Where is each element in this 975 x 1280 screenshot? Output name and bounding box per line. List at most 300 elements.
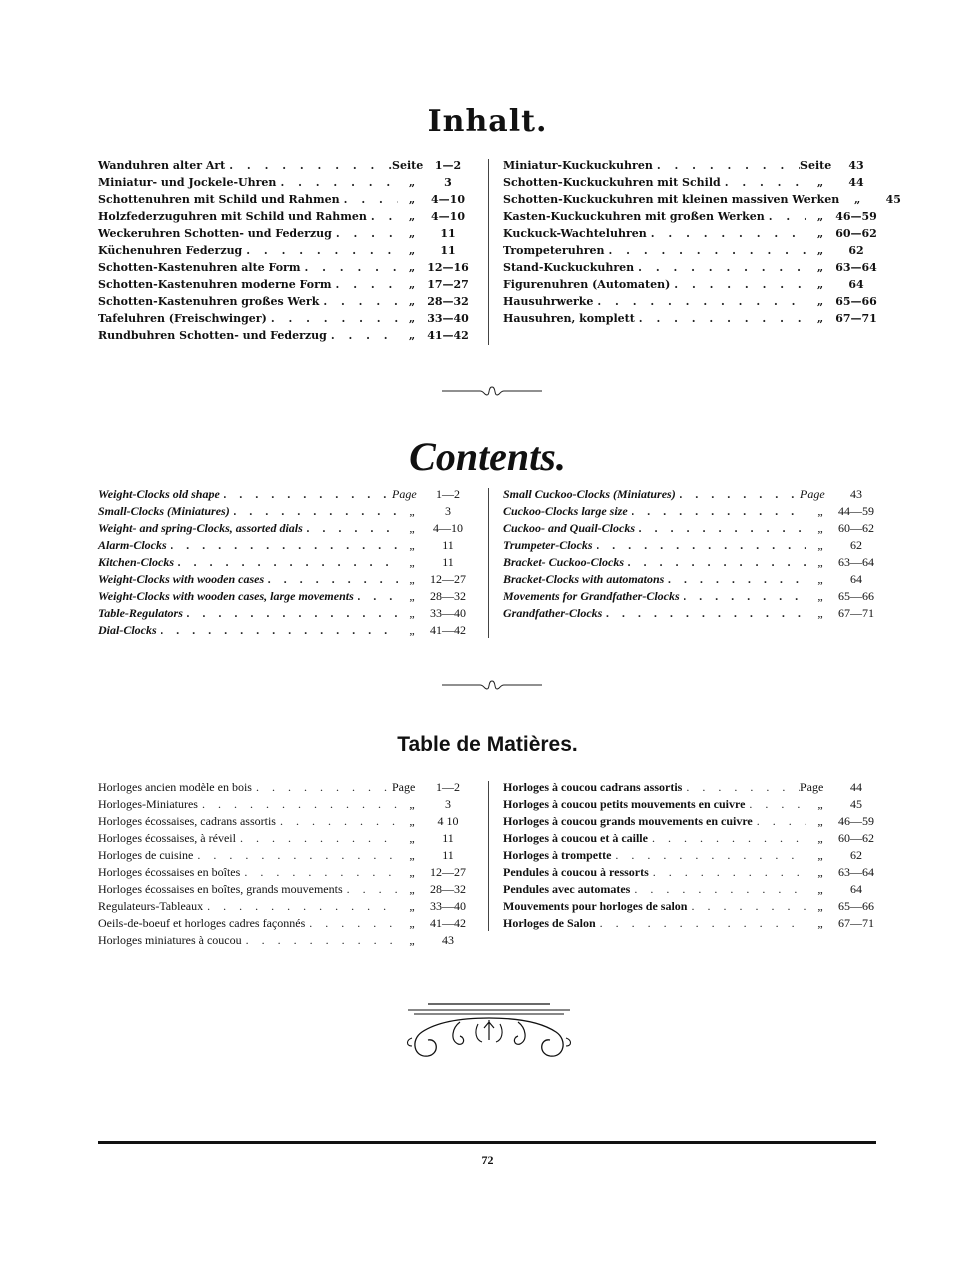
english-contents-left-column	[98, 486, 470, 639]
page-prefix: „	[409, 572, 415, 586]
leader-dots	[187, 605, 398, 622]
toc-entry	[98, 915, 470, 932]
toc-entry-label: Hausuhrwerke	[503, 295, 594, 308]
page-range: 60—62	[835, 227, 877, 240]
toc-entry	[98, 503, 470, 520]
toc-entry	[98, 622, 470, 639]
toc-entry	[503, 847, 878, 864]
toc-entry	[98, 486, 470, 503]
page-prefix: „	[409, 623, 415, 637]
leader-dots	[674, 276, 806, 293]
page-prefix: „	[408, 261, 416, 274]
toc-entry	[98, 208, 470, 225]
page-prefix: „	[408, 278, 416, 291]
toc-entry-label: Küchenuhren Federzug	[98, 244, 243, 257]
page-prefix: „	[817, 504, 823, 518]
page-prefix: „	[409, 882, 415, 896]
page-prefix: „	[817, 521, 823, 535]
german-contents-left-column	[98, 157, 470, 344]
toc-entry-label: Horloges écossaises, à réveil	[98, 831, 236, 845]
toc-entry	[98, 537, 470, 554]
toc-entry-label: Small Cuckoo-Clocks (Miniatures)	[503, 487, 676, 501]
toc-entry-label: Weight- and spring-Clocks, assorted dials	[98, 521, 303, 535]
page-prefix: „	[408, 210, 416, 223]
toc-entry	[98, 605, 470, 622]
toc-entry-label: Mouvements pour horloges de salon	[503, 899, 688, 913]
toc-entry	[98, 571, 470, 588]
toc-entry-label: Weight-Clocks old shape	[98, 487, 220, 501]
leader-dots	[757, 813, 806, 830]
page-prefix: „	[408, 193, 416, 206]
leader-dots	[684, 588, 806, 605]
toc-entry-label: Movements for Grandfather-Clocks	[503, 589, 680, 603]
leader-dots	[256, 779, 392, 796]
toc-entry-label: Weight-Clocks with wooden cases	[98, 572, 265, 586]
toc-entry	[503, 571, 878, 588]
leader-dots	[597, 293, 806, 310]
page-range: 11	[442, 831, 454, 845]
toc-entry-label: Small-Clocks (Miniatures)	[98, 504, 230, 518]
page-prefix: „	[409, 589, 415, 603]
leader-dots	[632, 503, 806, 520]
leader-dots	[606, 605, 806, 622]
page-range: 67—71	[835, 312, 877, 325]
toc-entry-label: Schotten-Kastenuhren großes Werk	[98, 295, 320, 308]
leader-dots	[323, 293, 398, 310]
toc-entry	[98, 259, 470, 276]
leader-dots	[161, 622, 398, 639]
toc-entry	[503, 310, 878, 327]
toc-entry-label: Table-Regulators	[98, 606, 183, 620]
page-range: 43	[850, 487, 862, 501]
leader-dots	[615, 847, 806, 864]
toc-entry	[503, 276, 878, 293]
page-prefix: „	[409, 848, 415, 862]
page-range: 33—40	[427, 312, 469, 325]
toc-entry	[503, 225, 878, 242]
page-range: 65—66	[838, 589, 874, 603]
toc-entry-label: Pendules avec automates	[503, 882, 631, 896]
toc-entry	[503, 191, 901, 208]
page-prefix: „	[409, 814, 415, 828]
toc-entry-label: Horloges écossaises, cadrans assortis	[98, 814, 276, 828]
page-range: 65—66	[838, 899, 874, 913]
page-prefix: „	[817, 572, 823, 586]
toc-entry	[98, 191, 470, 208]
page-prefix: „	[409, 899, 415, 913]
page-range: 3	[445, 797, 451, 811]
page-range: 41—42	[430, 916, 466, 930]
page-range: 4—10	[433, 521, 463, 535]
toc-entry-label: Dial-Clocks	[98, 623, 157, 637]
leader-dots	[691, 898, 806, 915]
toc-entry	[98, 813, 470, 830]
page-range: 64	[850, 882, 862, 896]
page-range: 3	[445, 504, 451, 518]
page-range: 43	[848, 159, 864, 172]
page-prefix: „	[817, 882, 823, 896]
page-range: 62	[848, 244, 864, 257]
page-range: 11	[442, 555, 454, 569]
page-prefix: „	[408, 176, 416, 189]
page-number: 72	[481, 1153, 494, 1167]
toc-entry	[503, 486, 878, 503]
leader-dots	[331, 327, 398, 344]
page-prefix: Seite	[392, 159, 424, 172]
leader-dots	[336, 276, 398, 293]
page-prefix: „	[817, 538, 823, 552]
toc-entry	[98, 898, 470, 915]
leader-dots	[246, 242, 398, 259]
toc-entry	[98, 830, 470, 847]
page-range: 60—62	[838, 521, 874, 535]
page-range: 12—27	[430, 572, 466, 586]
page-prefix: „	[817, 899, 823, 913]
page-prefix: „	[817, 606, 823, 620]
page-prefix: „	[817, 797, 823, 811]
leader-dots	[371, 208, 398, 225]
column-divider	[488, 781, 489, 931]
leader-dots	[680, 486, 800, 503]
page-range: 46—59	[835, 210, 877, 223]
toc-entry-label: Holzfederzuguhren mit Schild und Rahmen	[98, 210, 367, 223]
toc-entry	[503, 898, 878, 915]
page-range: 63—64	[835, 261, 877, 274]
french-contents-left-column	[98, 779, 470, 949]
leader-dots	[202, 796, 398, 813]
page-range: 1—2	[436, 487, 460, 501]
french-section-title: Table de Matières.	[397, 733, 578, 756]
page-range: 12—16	[427, 261, 469, 274]
leader-dots	[304, 259, 398, 276]
leader-dots	[358, 588, 398, 605]
page-prefix: „	[854, 193, 861, 206]
toc-entry	[503, 813, 878, 830]
leader-dots	[280, 174, 398, 191]
leader-dots	[639, 520, 806, 537]
toc-entry	[503, 520, 878, 537]
page-prefix: „	[409, 831, 415, 845]
page-range: 11	[442, 848, 454, 862]
page-prefix: „	[816, 244, 824, 257]
toc-entry-label: Schottenuhren mit Schild und Rahmen	[98, 193, 340, 206]
page-prefix: „	[408, 244, 416, 257]
page-prefix: Seite	[800, 159, 832, 172]
page-range: 41—42	[427, 329, 469, 342]
page-range: 17—27	[427, 278, 469, 291]
toc-entry	[503, 588, 878, 605]
toc-entry	[98, 157, 470, 174]
page-range: 60—62	[838, 831, 874, 845]
toc-entry	[503, 864, 878, 881]
leader-dots	[597, 537, 806, 554]
page-prefix: Page	[392, 780, 416, 794]
leader-dots	[769, 208, 806, 225]
separator-flourish-icon	[442, 385, 542, 397]
page-prefix: „	[409, 933, 415, 947]
leader-dots	[749, 796, 806, 813]
leader-dots	[197, 847, 398, 864]
toc-entry	[503, 881, 878, 898]
german-contents-right-column	[503, 157, 901, 327]
page-prefix: „	[816, 176, 824, 189]
page-range: 62	[850, 848, 862, 862]
english-contents-right-column	[503, 486, 878, 622]
toc-entry-label: Oeils-de-boeuf et horloges cadres façonnés	[98, 916, 306, 930]
decorative-scroll-ornament-icon	[400, 1000, 578, 1068]
toc-entry-label: Weight-Clocks with wooden cases, large movements	[98, 589, 354, 603]
page-range: 64	[848, 278, 864, 291]
toc-entry-label: Tafeluhren (Freischwinger)	[98, 312, 267, 325]
page-prefix: Page	[800, 780, 824, 794]
leader-dots	[651, 225, 806, 242]
page-prefix: „	[817, 916, 823, 930]
toc-entry	[503, 208, 878, 225]
leader-dots	[246, 932, 398, 949]
page-range: 45	[850, 797, 862, 811]
page-range: 12—27	[430, 865, 466, 879]
leader-dots	[207, 898, 398, 915]
page-prefix: „	[409, 521, 415, 535]
page-prefix: „	[816, 261, 824, 274]
leader-dots	[668, 571, 806, 588]
page-range: 65—66	[835, 295, 877, 308]
page-prefix: „	[409, 538, 415, 552]
leader-dots	[652, 830, 806, 847]
page-range: 64	[850, 572, 862, 586]
page-range: 4 10	[437, 814, 459, 828]
french-contents-right-column	[503, 779, 878, 932]
page-range: 67—71	[838, 606, 874, 620]
toc-entry-label: Stand-Kuckuckuhren	[503, 261, 635, 274]
toc-entry-label: Regulateurs-Tableaux	[98, 899, 204, 913]
page-range: 46—59	[838, 814, 874, 828]
toc-entry-label: Schotten-Kastenuhren moderne Form	[98, 278, 332, 291]
toc-entry	[98, 847, 470, 864]
toc-entry-label: Schotten-Kuckuckuhren mit kleinen massiven Werken	[503, 193, 840, 206]
toc-entry	[98, 293, 470, 310]
toc-entry-label: Horloges à coucou et à caille	[503, 831, 648, 845]
toc-entry	[503, 554, 878, 571]
leader-dots	[240, 830, 398, 847]
page-range: 28—32	[427, 295, 469, 308]
toc-entry	[98, 242, 470, 259]
toc-entry-label: Horloges de Salon	[503, 916, 596, 930]
page-prefix: „	[409, 865, 415, 879]
toc-entry-label: Miniatur- und Jockele-Uhren	[98, 176, 277, 189]
toc-entry	[98, 327, 470, 344]
toc-entry-label: Horloges à coucou cadrans assortis	[503, 780, 683, 794]
leader-dots	[229, 157, 392, 174]
page-prefix: „	[816, 312, 824, 325]
page-prefix: „	[409, 916, 415, 930]
toc-entry	[503, 537, 878, 554]
toc-entry	[98, 174, 470, 191]
page-prefix: „	[408, 312, 416, 325]
page-range: 28—32	[430, 589, 466, 603]
page-range: 41—42	[430, 623, 466, 637]
leader-dots	[336, 225, 398, 242]
toc-entry-label: Hausuhren, komplett	[503, 312, 635, 325]
toc-entry-label: Horloges de cuisine	[98, 848, 194, 862]
page-range: 3	[444, 176, 452, 189]
toc-entry	[98, 310, 470, 327]
toc-entry-label: Alarm-Clocks	[98, 538, 167, 552]
leader-dots	[171, 537, 398, 554]
toc-entry	[98, 796, 470, 813]
german-section-title: Inhalt.	[427, 104, 548, 139]
toc-entry-label: Kitchen-Clocks	[98, 555, 175, 569]
toc-entry-label: Kuckuck-Wachteluhren	[503, 227, 647, 240]
toc-entry-label: Cuckoo- and Quail-Clocks	[503, 521, 636, 535]
leader-dots	[280, 813, 398, 830]
toc-entry-label: Horloges écossaises en boîtes, grands mouvements	[98, 882, 343, 896]
toc-entry	[503, 779, 878, 796]
leader-dots	[271, 310, 398, 327]
toc-entry-label: Figurenuhren (Automaten)	[503, 278, 671, 291]
toc-entry	[503, 605, 878, 622]
toc-entry-label: Pendules à coucou à ressorts	[503, 865, 649, 879]
toc-entry	[503, 174, 878, 191]
toc-entry	[503, 293, 878, 310]
page-prefix: „	[408, 329, 416, 342]
leader-dots	[244, 864, 398, 881]
page-range: 45	[885, 193, 901, 206]
page-prefix: Page	[392, 487, 417, 501]
page-prefix: „	[817, 865, 823, 879]
toc-entry-label: Rundbuhren Schotten- und Federzug	[98, 329, 327, 342]
column-divider	[488, 488, 489, 638]
toc-entry-label: Horloges miniatures à coucou	[98, 933, 242, 947]
page-prefix: „	[409, 797, 415, 811]
toc-entry-label: Cuckoo-Clocks large size	[503, 504, 628, 518]
leader-dots	[638, 259, 806, 276]
column-divider	[488, 159, 489, 345]
page-prefix: „	[409, 504, 415, 518]
toc-entry	[98, 276, 470, 293]
leader-dots	[686, 779, 800, 796]
page-range: 33—40	[430, 606, 466, 620]
toc-entry	[503, 157, 878, 174]
toc-entry	[98, 932, 470, 949]
toc-entry-label: Schotten-Kastenuhren alte Form	[98, 261, 301, 274]
page-prefix: „	[817, 848, 823, 862]
toc-entry-label: Trompeteruhren	[503, 244, 605, 257]
page-prefix: „	[816, 295, 824, 308]
leader-dots	[657, 157, 800, 174]
toc-entry-label: Weckeruhren Schotten- und Federzug	[98, 227, 332, 240]
toc-entry-label: Miniatur-Kuckuckuhren	[503, 159, 653, 172]
toc-entry	[98, 881, 470, 898]
toc-entry	[503, 830, 878, 847]
page-range: 33—40	[430, 899, 466, 913]
page-range: 67—71	[838, 916, 874, 930]
leader-dots	[347, 881, 398, 898]
toc-entry	[98, 520, 470, 537]
page-range: 44	[850, 780, 862, 794]
english-section-title: Contents.	[409, 434, 566, 479]
toc-entry	[503, 796, 878, 813]
toc-entry-label: Horloges écossaises en boîtes	[98, 865, 241, 879]
toc-entry	[98, 225, 470, 242]
leader-dots	[653, 864, 806, 881]
toc-entry	[98, 554, 470, 571]
leader-dots	[344, 191, 398, 208]
toc-entry	[503, 259, 878, 276]
leader-dots	[600, 915, 806, 932]
page-range: 43	[442, 933, 454, 947]
leader-dots	[224, 486, 392, 503]
page-prefix: „	[816, 278, 824, 291]
leader-dots	[178, 554, 398, 571]
toc-entry-label: Wanduhren alter Art	[98, 159, 226, 172]
separator-flourish-icon	[442, 679, 542, 691]
toc-entry-label: Horloges-Miniatures	[98, 797, 198, 811]
toc-entry-label: Grandfather-Clocks	[503, 606, 603, 620]
page-prefix: „	[408, 295, 416, 308]
page-prefix: „	[409, 606, 415, 620]
page-range: 1—2	[434, 159, 462, 172]
page-range: 4—10	[431, 210, 465, 223]
leader-dots	[634, 881, 806, 898]
toc-entry-label: Kasten-Kuckuckuhren mit großen Werken	[503, 210, 765, 223]
page-prefix: „	[816, 227, 824, 240]
page-prefix: „	[816, 210, 824, 223]
leader-dots	[725, 174, 806, 191]
page-prefix: Page	[800, 487, 825, 501]
toc-entry	[503, 915, 878, 932]
toc-entry-label: Bracket-Clocks with automatons	[503, 572, 665, 586]
page-prefix: „	[817, 814, 823, 828]
toc-entry-label: Horloges ancien modèle en bois	[98, 780, 252, 794]
toc-entry	[98, 864, 470, 881]
leader-dots	[639, 310, 806, 327]
leader-dots	[628, 554, 806, 571]
page-range: 63—64	[838, 865, 874, 879]
toc-entry	[503, 242, 878, 259]
leader-dots	[268, 571, 398, 588]
page-range: 63—64	[838, 555, 874, 569]
page-range: 11	[442, 538, 454, 552]
page-prefix: „	[409, 555, 415, 569]
page-range: 4—10	[431, 193, 465, 206]
page-range: 11	[440, 227, 456, 240]
leader-dots	[609, 242, 806, 259]
toc-entry-label: Horloges à coucou grands mouvements en cuivre	[503, 814, 753, 828]
toc-entry-label: Horloges à trompette	[503, 848, 612, 862]
leader-dots	[307, 520, 398, 537]
page-range: 28—32	[430, 882, 466, 896]
page-prefix: „	[817, 831, 823, 845]
toc-entry	[98, 779, 470, 796]
toc-entry-label: Bracket- Cuckoo-Clocks	[503, 555, 624, 569]
leader-dots	[234, 503, 398, 520]
page-range: 62	[850, 538, 862, 552]
page-prefix: „	[408, 227, 416, 240]
toc-entry-label: Horloges à coucou petits mouvements en cuivre	[503, 797, 746, 811]
page-prefix: „	[817, 589, 823, 603]
toc-entry-label: Schotten-Kuckuckuhren mit Schild	[503, 176, 721, 189]
footer-rule	[98, 1141, 876, 1144]
page-range: 1—2	[436, 780, 460, 794]
page-prefix: „	[817, 555, 823, 569]
page-range: 44—59	[838, 504, 874, 518]
toc-entry	[98, 588, 470, 605]
toc-entry	[503, 503, 878, 520]
leader-dots	[309, 915, 398, 932]
toc-entry-label: Trumpeter-Clocks	[503, 538, 593, 552]
page-range: 44	[848, 176, 864, 189]
